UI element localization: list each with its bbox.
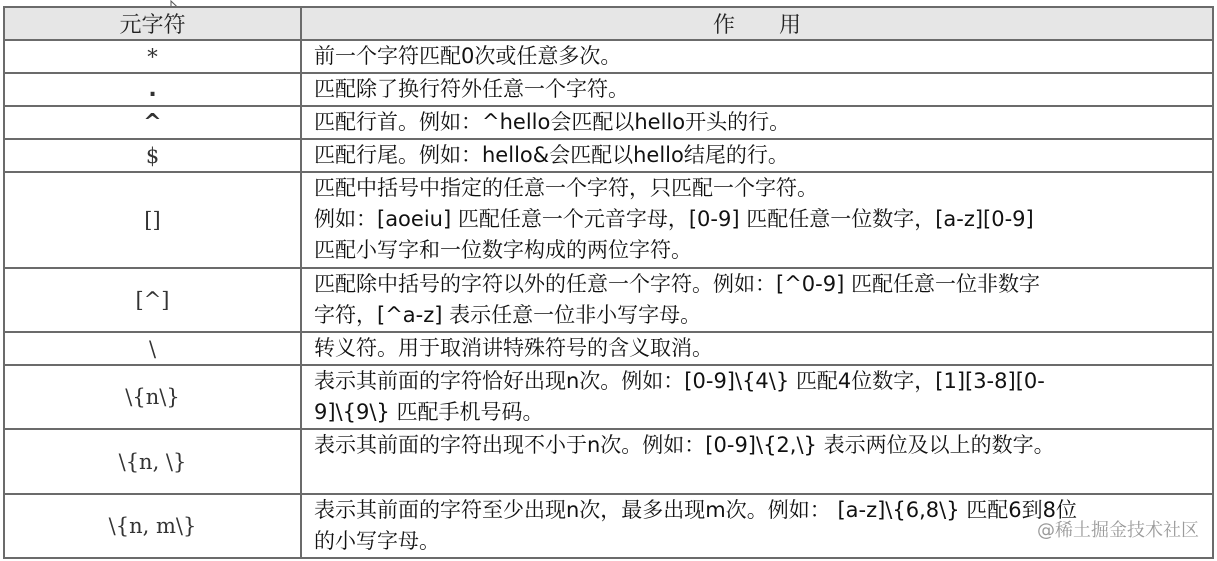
description-cell — [301, 268, 1213, 332]
header-metacharacter: 元字符 — [4, 7, 301, 40]
table-row — [4, 332, 1213, 365]
symbol-cell: \{n, \} — [4, 429, 301, 494]
symbol-cell: [^] — [4, 268, 301, 332]
site-watermark: @稀土掘金技术社区 — [1037, 520, 1199, 541]
table-header-row — [4, 7, 1213, 40]
table-row — [4, 268, 1213, 332]
description-line: 前一个字符匹配0次或任意多次。 — [314, 44, 622, 68]
description-cell — [301, 139, 1213, 172]
header-function: 作 用 — [301, 7, 1213, 40]
table-row — [4, 40, 1213, 73]
description-line: 匹配小写字和一位数字构成的两位字符。 — [314, 238, 692, 262]
table-row — [4, 429, 1213, 494]
description-line: 的小写字母。 — [314, 529, 440, 553]
symbol-cell: \{n\} — [4, 365, 301, 429]
description-cell — [301, 73, 1213, 106]
description-line: 匹配除了换行符外任意一个字符。 — [314, 77, 629, 101]
description-cell — [301, 332, 1213, 365]
table-row — [4, 172, 1213, 268]
description-line: 表示其前面的字符恰好出现n次。例如：[0-9]\{4\} 匹配4位数字，[1][3-8][0- — [314, 369, 1045, 393]
table-row — [4, 494, 1213, 558]
description-line: 匹配行尾。例如：hello&会匹配以hello结尾的行。 — [314, 143, 789, 167]
table-row — [4, 73, 1213, 106]
description-cell — [301, 365, 1213, 429]
symbol-cell: . — [4, 73, 301, 106]
description-cell — [301, 106, 1213, 139]
table-row — [4, 139, 1213, 172]
description-line: 9]\{9\} 匹配手机号码。 — [314, 400, 544, 424]
description-line: 匹配行首。例如：^hello会匹配以hello开头的行。 — [314, 110, 791, 134]
description-line: 转义符。用于取消讲特殊符号的含义取消。 — [314, 336, 713, 360]
metacharacter-table-container — [3, 6, 1212, 559]
description-line: 表示其前面的字符出现不小于n次。例如：[0-9]\{2,\} 表示两位及以上的数字。 — [314, 433, 1055, 457]
table-row — [4, 365, 1213, 429]
symbol-cell: \{n, m\} — [4, 494, 301, 558]
description-line: 例如：[aoeiu] 匹配任意一个元音字母，[0-9] 匹配任意一位数字，[a-z][0-9] — [314, 207, 1034, 231]
symbol-cell: * — [4, 40, 301, 73]
description-cell — [301, 429, 1213, 494]
description-line: 字符，[^a-z] 表示任意一位非小写字母。 — [314, 303, 702, 327]
description-line: 匹配除中括号的字符以外的任意一个字符。例如：[^0-9] 匹配任意一位非数字 — [314, 272, 1040, 296]
metacharacter-table — [3, 6, 1214, 559]
symbol-cell: $ — [4, 139, 301, 172]
description-cell — [301, 40, 1213, 73]
symbol-cell: ^ — [4, 106, 301, 139]
description-line: 表示其前面的字符至少出现n次，最多出现m次。例如： [a-z]\{6,8\} 匹配6到8位 — [314, 498, 1077, 522]
description-cell — [301, 172, 1213, 268]
table-row — [4, 106, 1213, 139]
description-line: 匹配中括号中指定的任意一个字符，只匹配一个字符。 — [314, 176, 818, 200]
symbol-cell: \ — [4, 332, 301, 365]
symbol-cell: [] — [4, 172, 301, 268]
